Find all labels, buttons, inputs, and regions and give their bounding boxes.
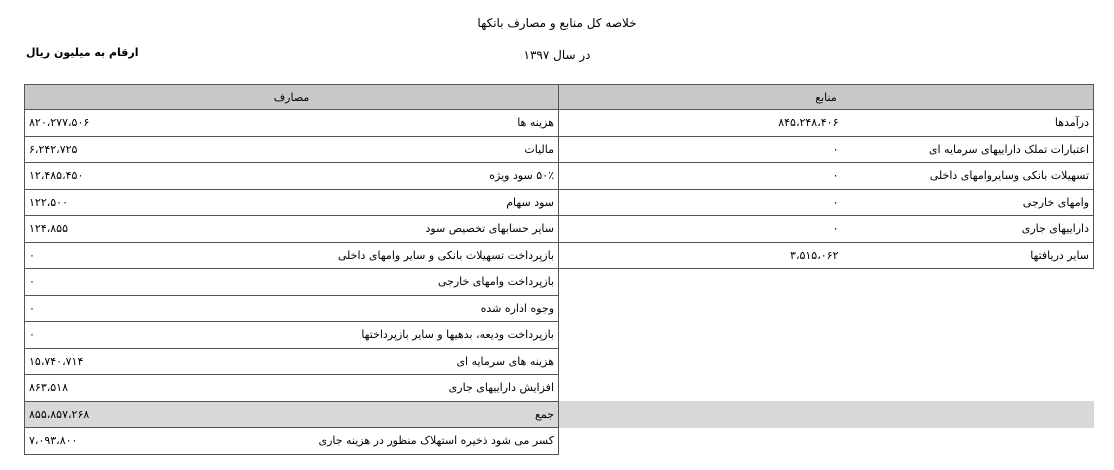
- table-row: [25, 322, 1094, 349]
- sources-value-cell: ۰: [559, 136, 843, 163]
- table-row: [25, 110, 1094, 137]
- sources-label-cell: وامهای خارجی: [843, 189, 1094, 216]
- uses-label-cell: سایر حسابهای تخصیص سود: [271, 216, 559, 243]
- sources-value-cell: [559, 375, 843, 402]
- uses-label-cell: ۵۰٪ سود ویژه: [271, 163, 559, 190]
- uses-label-cell: جمع: [271, 401, 559, 428]
- sources-label-cell: تسهیلات بانکی وسایروامهای داخلی: [843, 163, 1094, 190]
- sources-label-cell: سایر دریافتها: [843, 242, 1094, 269]
- table-row: [25, 136, 1094, 163]
- sources-label-cell: [843, 322, 1094, 349]
- uses-label-cell: افزایش داراییهای جاری: [271, 375, 559, 402]
- sources-value-cell: [559, 401, 843, 428]
- uses-value-cell: ۱۲،۴۸۵،۴۵۰: [25, 163, 271, 190]
- uses-label-cell: بازپرداخت تسهیلات بانکی و سایر وامهای داخلی: [271, 242, 559, 269]
- sources-label-cell: [843, 348, 1094, 375]
- uses-value-cell: ۱۲۲،۵۰۰: [25, 189, 271, 216]
- uses-value-cell: ۱۵،۷۴۰،۷۱۴: [25, 348, 271, 375]
- sources-value-cell: ۰: [559, 216, 843, 243]
- sources-label-cell: [843, 269, 1094, 296]
- table-row: [25, 189, 1094, 216]
- uses-value-cell: ۷،۰۹۳،۸۰۰: [25, 428, 271, 455]
- uses-label-cell: وجوه اداره شده: [271, 295, 559, 322]
- table-row: [25, 348, 1094, 375]
- uses-label-cell: بازپرداخت وامهای خارجی: [271, 269, 559, 296]
- uses-header: مصارف: [25, 85, 559, 110]
- sources-value-cell: ۸۴۵،۲۴۸،۴۰۶: [559, 110, 843, 137]
- table-row: [25, 401, 1094, 428]
- table-body: [25, 85, 1094, 455]
- report-title: خلاصه کل منابع و مصارف بانکها: [477, 16, 637, 30]
- sources-label-cell: درآمدها: [843, 110, 1094, 137]
- sources-value-cell: [559, 322, 843, 349]
- sources-label-cell: [843, 295, 1094, 322]
- sources-value-cell: ۳،۵۱۵،۰۶۲: [559, 242, 843, 269]
- sources-value-cell: ۰: [559, 189, 843, 216]
- uses-label-cell: هزینه های سرمایه ای: [271, 348, 559, 375]
- uses-value-cell: ۰: [25, 322, 271, 349]
- sources-label-cell: [843, 428, 1094, 455]
- sources-value-cell: ۰: [559, 163, 843, 190]
- sources-label-cell: داراییهای جاری: [843, 216, 1094, 243]
- table-row: [25, 163, 1094, 190]
- sources-label-cell: اعتبارات تملک داراییهای سرمایه ای: [843, 136, 1094, 163]
- sources-label-cell: [843, 375, 1094, 402]
- sources-value-cell: [559, 269, 843, 296]
- uses-value-cell: ۰: [25, 269, 271, 296]
- unit-note: ارقام به میلیون ریال: [26, 46, 139, 59]
- table-row: [25, 295, 1094, 322]
- table-row: [25, 269, 1094, 296]
- uses-value-cell: ۰: [25, 242, 271, 269]
- sources-value-cell: [559, 348, 843, 375]
- sources-value-cell: [559, 428, 843, 455]
- uses-value-cell: ۶،۲۴۲،۷۲۵: [25, 136, 271, 163]
- table-row: [25, 428, 1094, 455]
- uses-value-cell: ۸۵۵،۸۵۷،۲۶۸: [25, 401, 271, 428]
- sources-header: منابع: [559, 85, 1094, 110]
- uses-label-cell: مالیات: [271, 136, 559, 163]
- table-row: [25, 216, 1094, 243]
- report-year: در سال ۱۳۹۷: [523, 48, 591, 62]
- uses-label-cell: هزینه ها: [271, 110, 559, 137]
- table-row: [25, 242, 1094, 269]
- uses-value-cell: ۰: [25, 295, 271, 322]
- uses-value-cell: ۱۲۴،۸۵۵: [25, 216, 271, 243]
- uses-label-cell: سود سهام: [271, 189, 559, 216]
- uses-value-cell: ۸۶۳،۵۱۸: [25, 375, 271, 402]
- table-row: [25, 375, 1094, 402]
- table-header-row: [25, 85, 1094, 110]
- sources-uses-table: [24, 84, 1094, 455]
- sources-value-cell: [559, 295, 843, 322]
- uses-label-cell: بازپرداخت ودیعه، بدهیها و سایر بازپرداختها: [271, 322, 559, 349]
- uses-label-cell: کسر می شود ذخیره استهلاک منظور در هزینه جاری: [271, 428, 559, 455]
- sources-label-cell: [843, 401, 1094, 428]
- uses-value-cell: ۸۲۰،۲۷۷،۵۰۶: [25, 110, 271, 137]
